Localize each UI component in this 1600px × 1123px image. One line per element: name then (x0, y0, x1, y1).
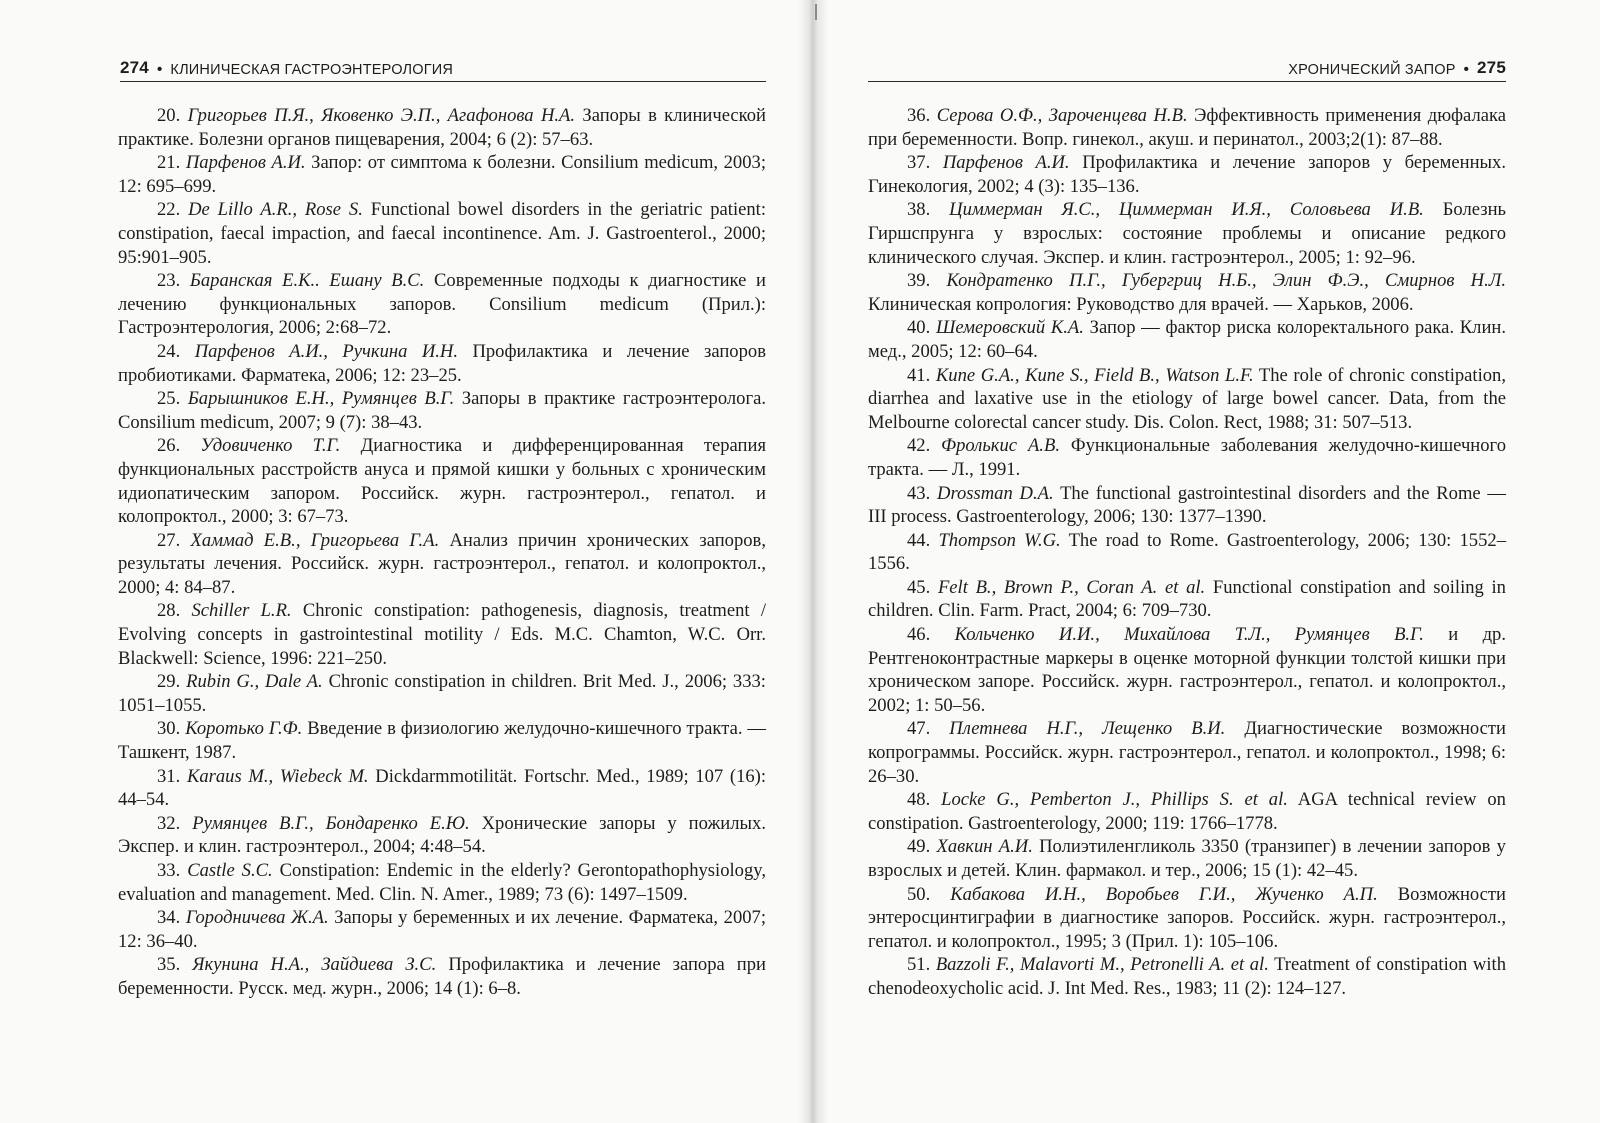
reference-number: 36. (907, 105, 931, 126)
reference-entry (118, 953, 766, 1000)
reference-authors: Циммерман Я.С., Циммерман И.Я., Соловьева И.В. (949, 199, 1424, 221)
reference-entry (118, 198, 766, 269)
reference-text: Запоры у беременных и их лечение. Фарматека, 2007; 12: 36–40. (118, 907, 766, 952)
reference-entry (118, 529, 766, 600)
reference-authors: Румянцев В.Г., Бондаренко Е.Ю. (192, 812, 470, 834)
reference-text: Анализ причин хронических запоров, результаты лечения. Российск. журн. гастроэнтерол., гепатол. и колопроктол., 2000; 4: 84–87. (118, 529, 766, 598)
reference-entry (868, 623, 1506, 717)
reference-entry (118, 434, 766, 528)
reference-authors: Плетнева Н.Г., Лещенко В.И. (949, 718, 1226, 740)
reference-entry (868, 104, 1506, 151)
reference-authors: Schiller L.R. (191, 600, 292, 622)
reference-entry (118, 812, 766, 859)
reference-entry (118, 717, 766, 764)
reference-number: 40. (907, 317, 931, 339)
reference-entry (118, 104, 766, 151)
reference-authors: Locke G., Pemberton J., Phillips S. et al. (941, 789, 1288, 811)
left-running-title: КЛИНИЧЕСКАЯ ГАСТРОЭНТЕРОЛОГИЯ (170, 62, 454, 78)
reference-entry (118, 859, 766, 906)
reference-authors: Bazzoli F., Malavorti M., Petronelli A. et al. (935, 954, 1269, 976)
reference-text: The role of chronic constipation, diarrhea and laxative use in the etiology of large bowel cancer. Data, from the Melbourne colorectal cancer study. Dis. Colon. Rect, 1988; 31: 507–513. (868, 364, 1506, 433)
reference-number: 32. (157, 812, 181, 834)
reference-text: Клиническая копрология: Руководство для врачей. — Харьков, 2006. (868, 293, 1414, 315)
reference-text: Запор: от симптома к болезни. Consilium medicum, 2003; 12: 695–699. (118, 152, 766, 197)
right-running-title: ХРОНИЧЕСКИЙ ЗАПОР (1288, 62, 1456, 78)
reference-number: 49. (907, 836, 931, 858)
reference-text: Functional constipation and soiling in children. Clin. Farm. Pract, 2004; 6: 709–730. (868, 576, 1506, 622)
reference-authors: Castle S.C. (187, 860, 273, 881)
reference-number: 45. (907, 576, 931, 598)
reference-authors: Drossman D.A. (937, 482, 1054, 504)
reference-authors: Городничева Ж.А. (185, 907, 329, 929)
reference-entry (868, 717, 1506, 788)
reference-entry (118, 599, 766, 670)
reference-authors: Удовиченко Т.Г. (200, 435, 341, 457)
reference-number: 31. (157, 765, 181, 787)
reference-number: 43. (907, 482, 931, 504)
reference-text: Treatment of constipation with chenodeoxycholic acid. J. Int Med. Res., 1983; 11 (2): 124–127. (868, 954, 1506, 999)
header-bullet: • (156, 61, 163, 78)
reference-number: 24. (157, 340, 181, 362)
reference-number: 39. (907, 270, 931, 292)
reference-entry (868, 529, 1506, 576)
reference-authors: De Lillo A.R., Rose S. (188, 199, 363, 221)
reference-text: Профилактика и лечение запора при беременности. Русск. мед. журн., 2006; 14 (1): 6–8. (118, 954, 767, 999)
reference-number: 26. (157, 435, 181, 457)
reference-number: 37. (907, 152, 931, 174)
reference-entry (118, 906, 766, 953)
reference-authors: Якунина Н.А., Зайдиева З.С. (192, 954, 437, 976)
reference-number: 35. (157, 954, 181, 976)
reference-text: Введение в физиологию желудочно-кишечного тракта. — Ташкент, 1987. (118, 718, 766, 764)
reference-number: 30. (157, 718, 181, 740)
reference-number: 23. (157, 270, 181, 292)
reference-entry (868, 576, 1506, 623)
right-reference-list (868, 104, 1506, 1001)
reference-number: 29. (157, 671, 181, 693)
reference-authors: Хаммад Е.В., Григорьева Г.А. (190, 529, 440, 551)
reference-text: Возможности энтеросцинтиграфии в диагностике запоров. Российск. журн. гастроэнтерол., гепатол. и колопроктол., 1995; 3 (Прил. 1): 105–106. (868, 883, 1506, 952)
reference-authors: Парфенов А.И., Ручкина И.Н. (194, 340, 458, 362)
reference-number: 21. (157, 152, 181, 174)
reference-authors: Парфенов А.И. (942, 152, 1070, 174)
reference-entry (868, 316, 1506, 363)
reference-text: Запор — фактор риска колоректального рака. Клин. мед., 2005; 12: 60–64. (868, 317, 1507, 362)
reference-entry (868, 151, 1506, 198)
reference-text: Хронические запоры у пожилых. Экспер. и клин. гастроэнтерол., 2004; 4:48–54. (118, 812, 766, 858)
reference-text: Dickdarmmotilität. Fortschr. Med., 1989; 107 (16): 44–54. (118, 765, 767, 811)
reference-authors: Парфенов А.И. (185, 152, 306, 174)
reference-entry (118, 387, 766, 434)
binding-mark (815, 4, 817, 20)
reference-entry (118, 340, 766, 387)
left-page-number: 274 (120, 58, 149, 77)
reference-text: Эффективность применения дюфалака при беременности. Вопр. гинекол., акуш. и перинатол., 2003;2(1): 87–88. (868, 105, 1507, 150)
reference-entry (868, 788, 1506, 835)
reference-number: 51. (907, 954, 931, 976)
reference-number: 28. (157, 600, 181, 622)
reference-entry (868, 835, 1506, 882)
reference-entry (868, 434, 1506, 481)
reference-authors: Thompson W.G. (938, 529, 1061, 551)
reference-text: Болезнь Гиршспрунга у взрослых: состояние проблемы и описание редкого клинического случая. Экспер. и клин. гастроэнтерол., 2005; 1: 92–96. (868, 199, 1506, 268)
reference-authors: Rubin G., Dale A. (186, 671, 323, 693)
reference-number: 38. (907, 199, 931, 221)
left-reference-list (118, 104, 766, 1001)
reference-text: Запоры в практике гастроэнтеролога. Consilium medicum, 2007; 9 (7): 38–43. (118, 388, 766, 433)
reference-entry (868, 364, 1506, 435)
header-bullet: • (1463, 61, 1470, 78)
reference-authors: Кабакова И.Н., Воробьев Г.И., Жученко А.П. (950, 883, 1378, 905)
reference-number: 47. (907, 718, 931, 740)
right-page-number: 275 (1477, 58, 1506, 77)
reference-entry (868, 269, 1506, 316)
reference-text: Диагностика и дифференцированная терапия функциональных расстройств ануса и прямой кишки у больных с хроническим идиопатическим запором. Российск. журн. гастроэнтерол., гепатол. и колопроктол., 2000; 3: 67–73. (118, 435, 767, 528)
right-page-header (868, 56, 1506, 82)
reference-authors: Баранская Е.К.. Ешану В.С. (189, 270, 425, 292)
reference-authors: Кондратенко П.Г., Губергриц Н.Б., Элин Ф.Э., Смирнов Н.Л. (946, 270, 1506, 292)
reference-text: Полиэтиленгликоль 3350 (транзипег) в лечении запоров у взрослых и детей. Клин. фармакол. и тер., 2006; 15 (1): 42–45. (868, 836, 1506, 881)
reference-entry (868, 198, 1506, 269)
reference-entry (118, 765, 766, 812)
reference-text: Современные подходы к диагностике и лечению функциональных запоров. Consilium medicum (Прил.): Гастроэнтерология, 2006; 2:68–72. (118, 270, 766, 339)
reference-text: Запоры в клинической практике. Болезни органов пищеварения, 2004; 6 (2): 57–63. (118, 105, 766, 150)
reference-text: Профилактика и лечение запоров у беременных. Гинекология, 2002; 4 (3): 135–136. (868, 152, 1506, 197)
left-page-header (120, 56, 766, 82)
reference-number: 27. (157, 529, 181, 551)
reference-entry (118, 151, 766, 198)
reference-text: Диагностические возможности копрограммы. Российск. журн. гастроэнтерол., гепатол. и колопроктол., 1998; 6: 26–30. (868, 718, 1507, 787)
reference-authors: Коротько Г.Ф. (185, 718, 303, 740)
reference-text: Chronic constipation in children. Brit Med. J., 2006; 333: 1051–1055. (118, 671, 766, 716)
reference-authors: Кольченко И.И., Михайлова Т.Л., Румянцев В.Г. (954, 624, 1424, 646)
reference-number: 20. (157, 105, 181, 126)
reference-text: и др. Рентгеноконтрастные маркеры в оценке моторной функции толстой кишки при хроническом запоре. Российск. журн. гастроэнтерол., гепатол. и колопроктол., 2002; 1: 50–56. (868, 624, 1506, 716)
reference-text: The road to Rome. Gastroenterology, 2006; 130: 1552–1556. (868, 529, 1506, 575)
reference-entry (868, 883, 1506, 954)
reference-authors: Григорьев П.Я., Яковенко Э.П., Агафонова Н.А. (187, 105, 576, 126)
reference-number: 48. (907, 789, 931, 811)
reference-text: Functional bowel disorders in the geriatric patient: constipation, faecal impaction, and faecal incontinence. Am. J. Gastroenterol., 2000; 95:901–905. (118, 199, 766, 268)
reference-number: 22. (157, 199, 181, 221)
reference-number: 50. (907, 883, 931, 905)
reference-text: AGA technical review on constipation. Gastroenterology, 2000; 119: 1766–1778. (868, 789, 1506, 834)
reference-authors: Шемеровский К.А. (935, 317, 1084, 339)
reference-authors: Felt B., Brown P., Coran A. et al. (937, 576, 1206, 598)
reference-authors: Фролькис А.В. (941, 435, 1060, 457)
reference-authors: Karaus M., Wiebeck M. (186, 765, 369, 787)
reference-text: Профилактика и лечение запоров пробиотиками. Фарматека, 2006; 12: 23–25. (118, 340, 766, 386)
reference-number: 42. (907, 435, 931, 457)
reference-number: 34. (157, 907, 181, 929)
reference-authors: Хавкин А.И. (936, 836, 1033, 858)
reference-number: 33. (157, 860, 181, 881)
reference-text: Constipation: Endemic in the elderly? Gerontopathophysiology, evaluation and management. Med. Clin. N. Amer., 1989; 73 (6): 1497–1509. (118, 860, 767, 905)
reference-number: 25. (157, 388, 181, 410)
reference-authors: Серова О.Ф., Зароченцева Н.В. (936, 105, 1188, 126)
reference-entry (118, 670, 766, 717)
reference-authors: Kune G.A., Kune S., Field B., Watson L.F. (935, 364, 1254, 386)
reference-authors: Барышников Е.Н., Румянцев В.Г. (187, 388, 455, 410)
reference-number: 44. (907, 529, 931, 551)
reference-text: The functional gastrointestinal disorders and the Rome — III process. Gastroenterology, 2006; 130: 1377–1390. (868, 482, 1507, 528)
reference-number: 46. (907, 624, 931, 646)
reference-text: Функциональные заболевания желудочно-кишечного тракта. — Л., 1991. (868, 435, 1507, 480)
book-gutter (798, 0, 828, 1123)
reference-entry (868, 482, 1506, 529)
reference-entry (118, 269, 766, 340)
reference-number: 41. (907, 364, 931, 386)
reference-text: Chronic constipation: pathogenesis, diagnosis, treatment / Evolving concepts in gastrointestinal motility / Eds. M.C. Chamton, W.C. Orr. Blackwell: Science, 1996: 221–250. (118, 600, 766, 669)
reference-entry (868, 953, 1506, 1000)
